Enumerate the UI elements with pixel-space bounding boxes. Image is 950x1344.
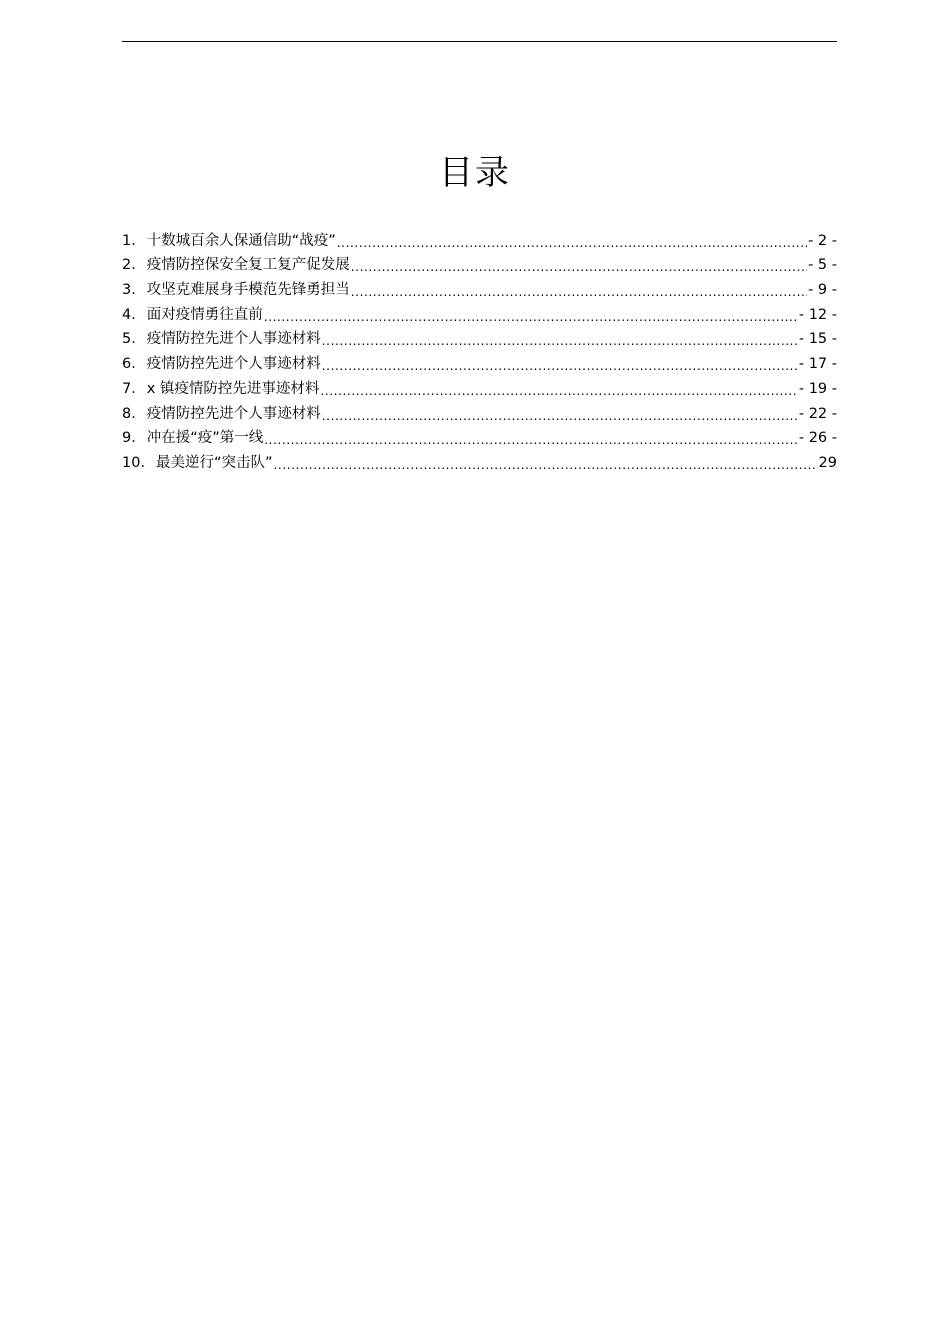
toc-entry-label [122, 354, 321, 374]
toc-entry-label [122, 404, 321, 424]
toc-entry-title: 冲在援“疫”第一线 [146, 430, 264, 447]
toc-entry-page: - 5 - [808, 257, 837, 274]
header-rule [122, 41, 837, 42]
toc-leader-dots [351, 255, 807, 275]
toc-entry-page: 29 [818, 454, 837, 471]
toc-entry-title: x 镇疫情防控先进事迹材料 [146, 380, 320, 397]
toc-entry-page: - 19 - [798, 380, 837, 397]
table-of-contents [122, 226, 837, 473]
toc-entry-9[interactable] [122, 424, 837, 449]
toc-entry-title: 疫情防控先进个人事迹材料 [146, 405, 321, 422]
toc-leader-dots [273, 453, 817, 473]
toc-entry-label [122, 329, 321, 349]
toc-entry-number: 7． [122, 380, 146, 397]
toc-entry-1[interactable] [122, 226, 837, 251]
toc-entry-page: - 2 - [808, 232, 837, 249]
toc-entry-title: 疫情防控先进个人事迹材料 [146, 331, 321, 348]
toc-title: 目录 [439, 153, 511, 193]
toc-entry-page: - 9 - [808, 282, 837, 299]
toc-entry-page: - 12 - [798, 306, 837, 323]
toc-entry-number: 6． [122, 356, 146, 373]
toc-entry-label [122, 231, 336, 251]
toc-entry-number: 5． [122, 331, 146, 348]
toc-leader-dots [264, 305, 798, 325]
toc-entry-number: 9． [122, 430, 146, 447]
toc-entry-page: - 15 - [798, 331, 837, 348]
toc-entry-number: 10． [122, 454, 155, 471]
toc-entry-number: 8． [122, 405, 146, 422]
toc-entry-page: - 26 - [798, 430, 837, 447]
toc-entry-title: 攻坚克难展身手模范先锋勇担当 [146, 282, 350, 299]
toc-entry-number: 4． [122, 306, 146, 323]
toc-entry-10[interactable] [122, 448, 837, 473]
toc-entry-label [122, 379, 319, 399]
toc-entry-4[interactable] [122, 300, 837, 325]
toc-leader-dots [351, 280, 807, 300]
toc-entry-title: 面对疫情勇往直前 [146, 306, 263, 323]
toc-entry-number: 1． [122, 232, 146, 249]
toc-leader-dots [322, 354, 798, 374]
toc-entry-label [122, 280, 350, 300]
toc-entry-title: 疫情防控先进个人事迹材料 [146, 356, 321, 373]
toc-entry-label [122, 428, 263, 448]
toc-entry-3[interactable] [122, 275, 837, 300]
toc-leader-dots [322, 329, 798, 349]
toc-entry-label [122, 305, 263, 325]
toc-leader-dots [337, 231, 807, 251]
toc-entry-label [122, 453, 272, 473]
toc-entry-label [122, 255, 350, 275]
toc-entry-title: 最美逆行“突击队” [155, 454, 273, 471]
toc-entry-title: 十数城百余人保通信助“战疫” [146, 232, 336, 249]
toc-leader-dots [320, 379, 797, 399]
toc-leader-dots [322, 404, 798, 424]
toc-leader-dots [264, 428, 798, 448]
toc-entry-page: - 22 - [798, 405, 837, 422]
toc-entry-6[interactable] [122, 349, 837, 374]
toc-entry-2[interactable] [122, 251, 837, 276]
toc-entry-title: 疫情防控保安全复工复产促发展 [146, 257, 350, 274]
toc-entry-5[interactable] [122, 325, 837, 350]
toc-entry-8[interactable] [122, 399, 837, 424]
toc-entry-number: 2． [122, 257, 146, 274]
toc-entry-number: 3． [122, 282, 146, 299]
toc-entry-7[interactable] [122, 374, 837, 399]
toc-entry-page: - 17 - [798, 356, 837, 373]
